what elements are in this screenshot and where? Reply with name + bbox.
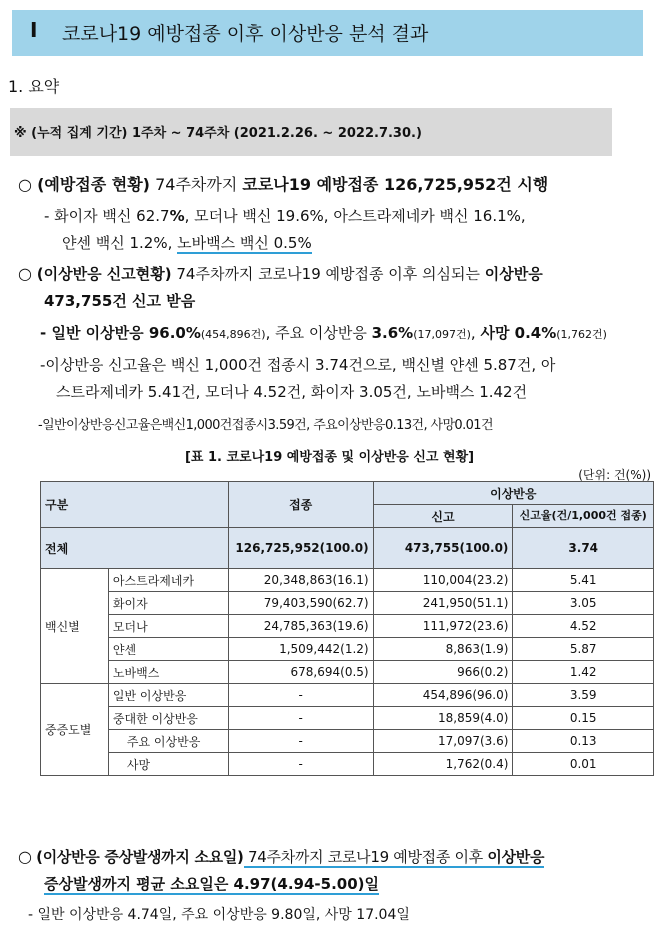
breakdown-text: ,: [470, 324, 481, 342]
report-rate: 1.42: [513, 661, 654, 684]
report-rate: 0.13: [513, 730, 654, 753]
table-unit: (단위: 건(%)): [578, 468, 651, 482]
general-ae-count: (454,896건): [200, 328, 266, 341]
total-rate: 3.74: [513, 528, 654, 569]
table-row: [41, 615, 654, 638]
report-count: 111,972(23.6): [373, 615, 513, 638]
table-row: [41, 730, 654, 753]
general-ae-pct: - 일반 이상반응 96.0%: [40, 324, 201, 342]
vaccination-count: -: [228, 753, 373, 776]
adverse-breakdown-line: [40, 322, 607, 343]
lead-text: 74주차까지: [150, 175, 243, 194]
report-count: 8,863(1.9): [373, 638, 513, 661]
report-rate: 4.52: [513, 615, 654, 638]
onset-days-line-2: [44, 873, 379, 894]
report-rate: 0.01: [513, 753, 654, 776]
total-reports: 473,755건 신고 받음: [44, 292, 196, 310]
report-rate: 0.15: [513, 707, 654, 730]
breakdown-text: , 주요 이상반응: [265, 324, 372, 342]
emphasis-text: 이상반응: [484, 265, 543, 283]
vaccination-count: 24,785,363(19.6): [228, 615, 373, 638]
share-text: , 모더나 백신 19.6%, 아스트라제네카 백신 16.1%,: [184, 207, 526, 225]
total-report: 473,755(100.0): [373, 528, 513, 569]
onset-days-line: [18, 846, 544, 867]
share-text: - 화이자 백신 62.7: [44, 207, 170, 225]
onset-days-detail: - 일반 이상반응 4.74일, 주요 이상반응 9.80일, 사망 17.04일: [28, 907, 410, 923]
header-title: 코로나19 예방접종 이후 이상반응 분석 결과: [62, 23, 429, 45]
table-caption: [표 1. 코로나19 예방접종 및 이상반응 신고 현황]: [184, 450, 475, 465]
vaccine-name: 아스트라제네카: [108, 569, 228, 592]
report-count: 1,762(0.4): [373, 753, 513, 776]
header-number: Ⅰ: [30, 18, 38, 42]
serious-ae-pct: 3.6%: [371, 324, 414, 342]
bullet-mark: ○: [18, 847, 32, 866]
period-note: ※ (누적 집계 기간) 1주차 ~ 74주차 (2021.2.26. ~ 2022.7.30.): [14, 126, 422, 141]
table-row: [41, 592, 654, 615]
vaccination-table: [40, 481, 654, 776]
severity-name: 중대한 이상반응: [108, 707, 228, 730]
header-group: 구분: [41, 482, 229, 528]
report-count: 966(0.2): [373, 661, 513, 684]
total-label: 전체: [41, 528, 229, 569]
share-text: 얀센 백신 1.2%,: [62, 234, 178, 252]
report-count: 454,896(96.0): [373, 684, 513, 707]
vaccination-count: 20,348,863(16.1): [228, 569, 373, 592]
average-onset-days: 증상발생까지 평균 소요일은 4.97(4.94-5.00)일: [44, 875, 380, 893]
lead-text: 74주차까지 코로나19 예방접종 이후: [243, 848, 488, 866]
report-rate: 3.59: [513, 684, 654, 707]
report-rate: 5.87: [513, 638, 654, 661]
total-vaccination: 126,725,952(100.0): [228, 528, 373, 569]
vaccination-count: 79,403,590(62.7): [228, 592, 373, 615]
share-pct: %: [169, 207, 185, 225]
report-rate-line-1: -이상반응 신고율은 백신 1,000건 접종시 3.74건으로, 백신별 얀센 5.87건, 아: [40, 356, 556, 374]
header-rate: 신고율(건/1,000건 접종): [513, 505, 654, 528]
report-count: 110,004(23.2): [373, 569, 513, 592]
table-row: [41, 753, 654, 776]
severity-name: 주요 이상반응: [108, 730, 228, 753]
report-rate-line-2: 스트라제네카 5.41건, 모더나 4.52건, 화이자 3.05건, 노바백스 1.42건: [56, 383, 528, 401]
vaccination-status-label: (예방접종 현황): [37, 175, 150, 194]
report-rate-line-3: -일반이상반응신고율은백신1,000건접종시3.59건, 주요이상반응0.13건, 사망0.01건: [38, 418, 493, 433]
table-row: [41, 707, 654, 730]
adverse-report-line: [18, 263, 543, 284]
table-header-row: [41, 482, 654, 505]
header-report: 신고: [373, 505, 513, 528]
emphasis-text: 이상반응: [487, 848, 545, 866]
report-count: 17,097(3.6): [373, 730, 513, 753]
table-row-total: [41, 528, 654, 569]
section-title: 1. 요약: [8, 77, 60, 96]
serious-ae-count: (17,097건): [413, 328, 471, 341]
table-row: [41, 569, 654, 592]
header-adverse: 이상반응: [373, 482, 653, 505]
vaccine-name: 화이자: [108, 592, 228, 615]
vaccination-status-line: [18, 172, 548, 195]
bullet-mark: ○: [18, 175, 32, 194]
severity-name: 사망: [108, 753, 228, 776]
report-count: 18,859(4.0): [373, 707, 513, 730]
report-rate: 5.41: [513, 569, 654, 592]
report-rate: 3.05: [513, 592, 654, 615]
death-count: (1,762건): [556, 328, 607, 341]
group-vaccine: 백신별: [41, 569, 109, 684]
table-row: [41, 661, 654, 684]
vaccine-share-line-2: [62, 232, 312, 253]
bullet-mark: ○: [18, 264, 32, 283]
adverse-report-label: (이상반응 신고현황): [36, 265, 172, 283]
vaccination-count: 678,694(0.5): [228, 661, 373, 684]
vaccination-count: 1,509,442(1.2): [228, 638, 373, 661]
table-row: [41, 638, 654, 661]
vaccine-name: 모더나: [108, 615, 228, 638]
vaccination-count: -: [228, 730, 373, 753]
death-pct: 사망 0.4%: [480, 324, 557, 342]
vaccine-name: 노바백스: [108, 661, 228, 684]
vaccination-count: -: [228, 707, 373, 730]
vaccine-name: 얀센: [108, 638, 228, 661]
group-severity: 중증도별: [41, 684, 109, 776]
vaccine-share-line-1: [44, 205, 526, 226]
severity-name: 일반 이상반응: [108, 684, 228, 707]
report-count: 241,950(51.1): [373, 592, 513, 615]
total-vaccinations: 코로나19 예방접종 126,725,952건 시행: [242, 175, 549, 194]
lead-text: 74주차까지 코로나19 예방접종 이후 의심되는: [171, 265, 485, 283]
vaccination-count: -: [228, 684, 373, 707]
onset-days-label: (이상반응 증상발생까지 소요일): [36, 848, 244, 866]
header-vaccination: 접종: [228, 482, 373, 528]
table-row: [41, 684, 654, 707]
novavax-share: 노바백스 백신 0.5%: [177, 234, 312, 252]
